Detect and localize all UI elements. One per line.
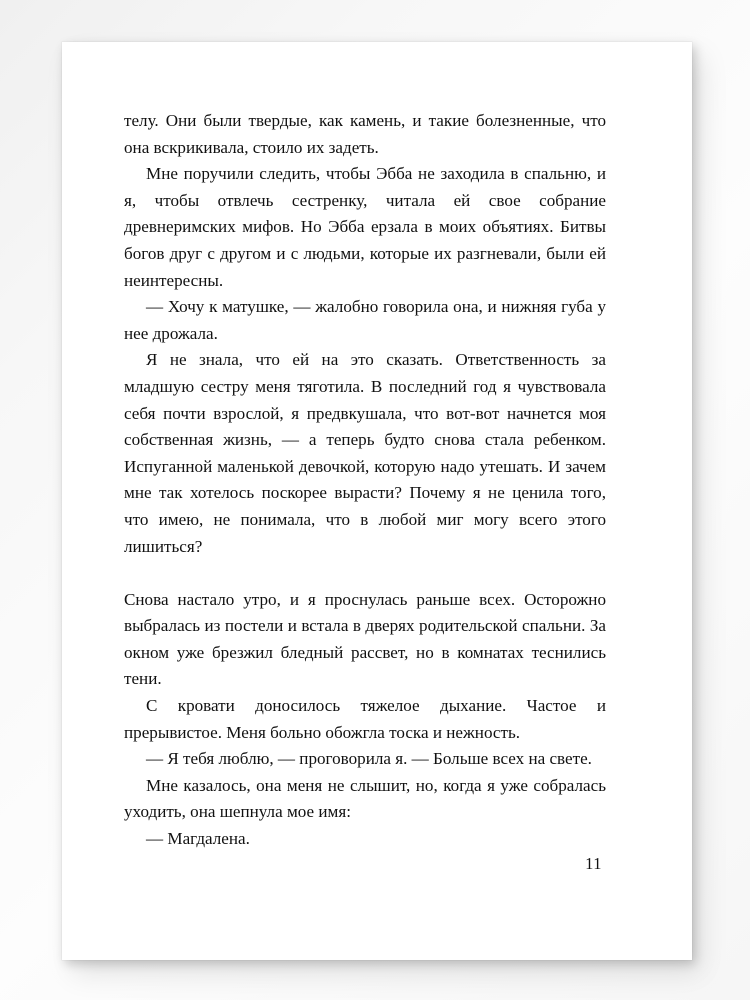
page-text-body — [124, 108, 606, 853]
scene-break-spacer — [124, 560, 606, 587]
paragraph: Снова настало утро, и я проснулась раньше всех. Осторожно выбралась из постели и встала в дверях родительской спальни. За окном уже брезжил бледный рассвет, но в комнатах теснились тени. — [124, 589, 606, 689]
paragraph-dialogue: — Магдалена. — [146, 829, 250, 849]
book-page-sheet — [62, 42, 692, 960]
paragraph-dialogue: — Хочу к матушке, — жалобно говорила она, и нижняя губа у нее дрожала. — [124, 297, 606, 343]
page-number: 11 — [585, 854, 602, 873]
paragraph: С кровати доносилось тяжелое дыхание. Частое и прерывистое. Меня больно обожгла тоска и нежность. — [124, 696, 606, 742]
paragraph: Я не знала, что ей на это сказать. Ответственность за младшую сестру меня тяготила. В последний год я чувствовала себя почти взрослой, я предвкушала, что вот-вот начнется моя собственная жизнь, — а теперь будто снова стала ребенком. Испуганной маленькой девочкой, которую надо утешать. И зачем мне так хотелось поскорее вырасти? Почему я не ценила того, что имею, не понимала, что в любой миг могу всего этого лишиться? — [124, 350, 606, 556]
paragraph: Мне казалось, она меня не слышит, но, когда я уже собралась уходить, она шепнула мое имя: — [124, 775, 606, 822]
paragraph-dialogue: — Я тебя люблю, — проговорила я. — Больше всех на свете. — [146, 749, 592, 769]
paragraph: Мне поручили следить, чтобы Эбба не заходила в спальню, и я, чтобы отвлечь сестренку, читала ей свое собрание древнеримских мифов. Но Эбба ерзала в моих объятиях. Битвы богов друг с другом и с людьми, которые их разгневали, были ей неинтересны. — [124, 164, 606, 290]
paragraph: телу. Они были твердые, как камень, и такие болезненные, что она вскрикивала, стоило их задеть. — [124, 111, 606, 157]
